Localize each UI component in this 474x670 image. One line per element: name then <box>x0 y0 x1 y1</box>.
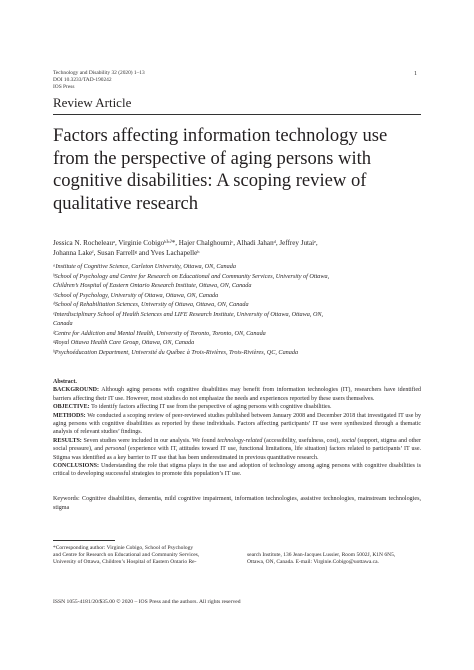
affiliations <box>53 262 423 357</box>
conclusions-label: CONCLUSIONS: <box>53 463 100 470</box>
results-emphasis: social <box>341 437 356 444</box>
results-label: RESULTS: <box>53 437 82 444</box>
results-text: Seven studies were included in our analysis. We found <box>81 437 218 444</box>
affiliation: ᵉInterdisciplinary School of Health Sciences and LIFE Research Institute, University of Ottawa, Ottawa, ON, <box>53 310 324 318</box>
keywords: Keywords: Cognitive disabilities, dementia, mild cognitive impairment, information technologies, assistive technologies, mainstream technologies, stigma <box>53 496 421 511</box>
footnote-corresponding-author <box>53 545 229 567</box>
results-text: (accessibility, usefulness, cost), <box>262 437 342 444</box>
footnote-line: search Institute, 136 Jean-Jacques Lussier, Room 5002J, K1N 6N5, <box>247 552 396 558</box>
authors-line-1: Jessica N. Rocheleauᵃ, Virginie Cobigoᵇˀᶜˀ*, Hajer Chalghoumiᶜ, Alhadi Jahanᵈ, Jeffrey Jutaiᵉ, <box>53 239 318 247</box>
abstract-conclusions <box>53 462 421 479</box>
affiliation: ᵃInstitute of Cognitive Science, Carleton University, Ottawa, ON, Canada <box>53 263 236 270</box>
footnote-line: and Centre for Research on Educational and Community Services, <box>53 552 200 559</box>
results-text: (support, stigma and other social pressure), and <box>53 437 421 453</box>
paper-title: Factors affecting information technology use from the perspective of aging persons with cognitive disabilities: A scoping review of qualitative research <box>53 125 388 214</box>
methods-label: METHODS: <box>53 412 86 419</box>
section-label: Review Article <box>53 95 132 110</box>
abstract-results <box>53 437 421 462</box>
page-number: 1 <box>414 70 418 77</box>
affiliation: ᵍRoyal Ottawa Health Care Group, Ottawa, ON, Canada <box>53 339 195 346</box>
background-label: BACKGROUND: <box>53 387 99 394</box>
footnote-divider <box>53 540 115 541</box>
affiliation: ᶜSchool of Psychology, University of Ottawa, Ottawa, ON, Canada <box>53 291 219 299</box>
abstract-objective <box>53 403 421 411</box>
footnote-line: Ottawa, ON, Canada. E-mail: Virginie.Cobigo@uottawa.ca. <box>247 559 379 566</box>
abstract-background <box>53 386 421 403</box>
conclusions-text: Understanding the role that stigma plays in the use and adoption of technology among aging persons with cognitive disabilities is critical to developing successful strategies to promote this population’s IT use. <box>53 463 421 478</box>
footnote-line: University of Ottawa, Children’s Hospital of Eastern Ontario Re- <box>53 559 197 566</box>
journal-info <box>53 70 145 91</box>
objective-label: OBJECTIVE: <box>53 404 90 411</box>
authors-line-2: Johanna Lakeᶠ, Susan Farrellᵍ and Yves Lachapelleʰ <box>53 249 200 257</box>
methods-text: We conducted a scoping review of peer-reviewed studies published between January 2008 and December 2018 that investigated IT use by aging persons with cognitive disabilities as reported by these individuals. Factors affecting participants’ IT use were synthesized through a thematic analysis of relevant studies’ findings. <box>53 412 421 436</box>
abstract-heading: Abstract. <box>53 379 77 385</box>
abstract <box>53 378 421 479</box>
footnote-continuation <box>247 552 423 566</box>
results-text: (experience with IT, attitudes toward IT use, functional limitations, life situation) factors related to participants’ IT use. Stigma was identified as a key barrier to IT use that has been underestimated in previous quantitative research. <box>53 446 421 461</box>
results-emphasis: technology-related <box>217 437 263 444</box>
footnote-line: *Corresponding author: Virginie Cobigo, School of Psychology <box>53 545 194 551</box>
affiliation: ᶠCentre for Addiction and Mental Health, University of Toronto, Toronto, ON, Canada <box>53 329 266 337</box>
section-divider <box>53 114 421 115</box>
affiliation: ᵇSchool of Psychology and Centre for Research on Educational and Community Services, University of Ottawa, <box>53 272 330 280</box>
issn-copyright: ISSN 1055-4181/20/$35.00 © 2020 – IOS Press and the authors. All rights reserved <box>53 599 241 605</box>
journal-citation: Technology and Disability 32 (2020) 1–13 <box>53 70 145 76</box>
results-emphasis: personal <box>105 446 127 453</box>
author-list <box>53 238 423 258</box>
affiliation: ᵈSchool of Rehabilitation Sciences, University of Ottawa, Ottawa, ON, Canada <box>53 301 249 308</box>
abstract-methods <box>53 412 421 437</box>
journal-publisher: IOS Press <box>53 84 75 90</box>
objective-text: To identify factors affecting IT use from the perspective of aging persons with cognitive disabilities. <box>89 404 332 411</box>
affiliation: Children’s Hospital of Eastern Ontario Research Institute, Ottawa, ON, Canada <box>53 282 252 289</box>
affiliation: ʰPsychoéducation Department, Université du Québec à Trois-Rivières, Trois-Rivières, QC, Canada <box>53 348 299 356</box>
background-text: Although aging persons with cognitive disabilities may benefit from information technologies (IT), researchers have identified barriers affecting their IT use. However, most studies do not emphasize the needs and experiences reported by these users themselves. <box>53 387 421 402</box>
journal-doi: DOI 10.3233/TAD-190242 <box>53 77 112 83</box>
affiliation: Canada <box>53 320 73 327</box>
